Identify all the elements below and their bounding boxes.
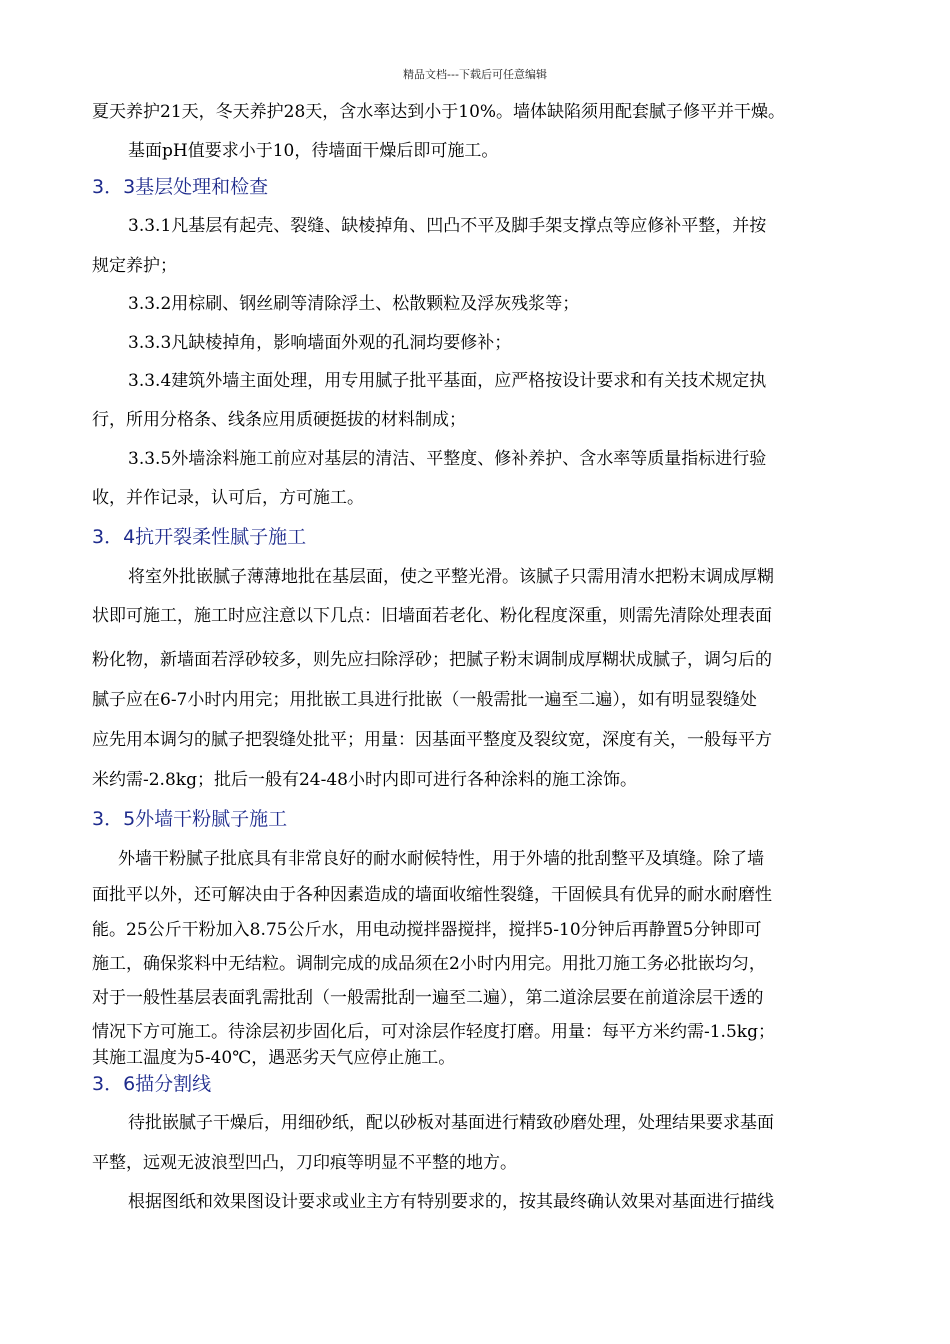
body-line: 外墙干粉腻子批底具有非常良好的耐水耐候特性，用于外墙的批刮整平及填缝。除了墙 xyxy=(118,849,764,869)
body-line: 收，并作记录，认可后，方可施工。 xyxy=(92,488,364,508)
body-line: 腻子应在6-7小时内用完；用批嵌工具进行批嵌（一般需批一遍至二遍），如有明显裂缝处 xyxy=(92,690,757,710)
section-heading: 3．3基层处理和检查 xyxy=(92,176,269,198)
body-line: 状即可施工，施工时应注意以下几点：旧墙面若老化、粉化程度深重，则需先清除处理表面 xyxy=(92,606,772,626)
body-line: 面批平以外，还可解决由于各种因素造成的墙面收缩性裂缝，干固候具有优异的耐水耐磨性 xyxy=(92,885,772,905)
section-heading: 3．6描分割线 xyxy=(92,1073,212,1095)
body-line: 平整，远观无波浪型凹凸，刀印痕等明显不平整的地方。 xyxy=(92,1153,517,1173)
body-line: 其施工温度为5-40℃，遇恶劣天气应停止施工。 xyxy=(92,1048,456,1068)
page-header: 精品文档---下载后可任意编辑 xyxy=(403,68,547,81)
body-line: 应先用本调匀的腻子把裂缝处批平；用量：因基面平整度及裂纹宽，深度有关，一般每平方 xyxy=(92,730,772,750)
body-line: 3.3.1凡基层有起壳、裂缝、缺棱掉角、凹凸不平及脚手架支撑点等应修补平整，并按 xyxy=(128,216,767,236)
body-line: 3.3.3凡缺棱掉角，影响墙面外观的孔洞均要修补； xyxy=(128,333,512,353)
body-line: 对于一般性基层表面乳需批刮（一般需批刮一遍至二遍），第二道涂层要在前道涂层干透的 xyxy=(92,988,764,1008)
body-line: 根据图纸和效果图设计要求或业主方有特别要求的，按其最终确认效果对基面进行描线 xyxy=(128,1192,774,1212)
body-line: 粉化物，新墙面若浮砂较多，则先应扫除浮砂；把腻子粉末调制成厚糊状成腻子，调匀后的 xyxy=(92,650,772,670)
body-line: 行，所用分格条、线条应用质硬挺拔的材料制成； xyxy=(92,410,466,430)
body-line: 3.3.2用棕刷、钢丝刷等清除浮土、松散颗粒及浮灰残浆等； xyxy=(128,294,580,314)
body-line: 规定养护； xyxy=(92,256,177,276)
body-line: 待批嵌腻子干燥后，用细砂纸，配以砂板对基面进行精致砂磨处理，处理结果要求基面 xyxy=(128,1113,774,1133)
body-line: 夏天养护21天，冬天养护28天，含水率达到小于10%。墙体缺陷须用配套腻子修平并干燥。 xyxy=(92,102,786,122)
section-heading: 3．4抗开裂柔性腻子施工 xyxy=(92,526,307,548)
body-line: 情况下方可施工。待涂层初步固化后，可对涂层作轻度打磨。用量：每平方米约需-1.5kg； xyxy=(92,1022,775,1042)
body-line: 3.3.4建筑外墙主面处理，用专用腻子批平基面，应严格按设计要求和有关技术规定执 xyxy=(128,371,767,391)
body-line: 米约需-2.8kg；批后一般有24-48小时内即可进行各种涂料的施工涂饰。 xyxy=(92,770,637,790)
body-line: 3.3.5外墙涂料施工前应对基层的清洁、平整度、修补养护、含水率等质量指标进行验 xyxy=(128,449,767,469)
body-line: 能。25公斤干粉加入8.75公斤水，用电动搅拌器搅拌，搅拌5-10分钟后再静置5分钟即可 xyxy=(92,920,762,940)
body-line: 将室外批嵌腻子薄薄地批在基层面，使之平整光滑。该腻子只需用清水把粉末调成厚糊 xyxy=(128,567,774,587)
section-heading: 3．5外墙干粉腻子施工 xyxy=(92,808,288,830)
body-line: 基面pH值要求小于10，待墙面干燥后即可施工。 xyxy=(128,141,499,161)
body-line: 施工，确保浆料中无结粒。调制完成的成品须在2小时内用完。用批刀施工务必批嵌均匀， xyxy=(92,954,766,974)
